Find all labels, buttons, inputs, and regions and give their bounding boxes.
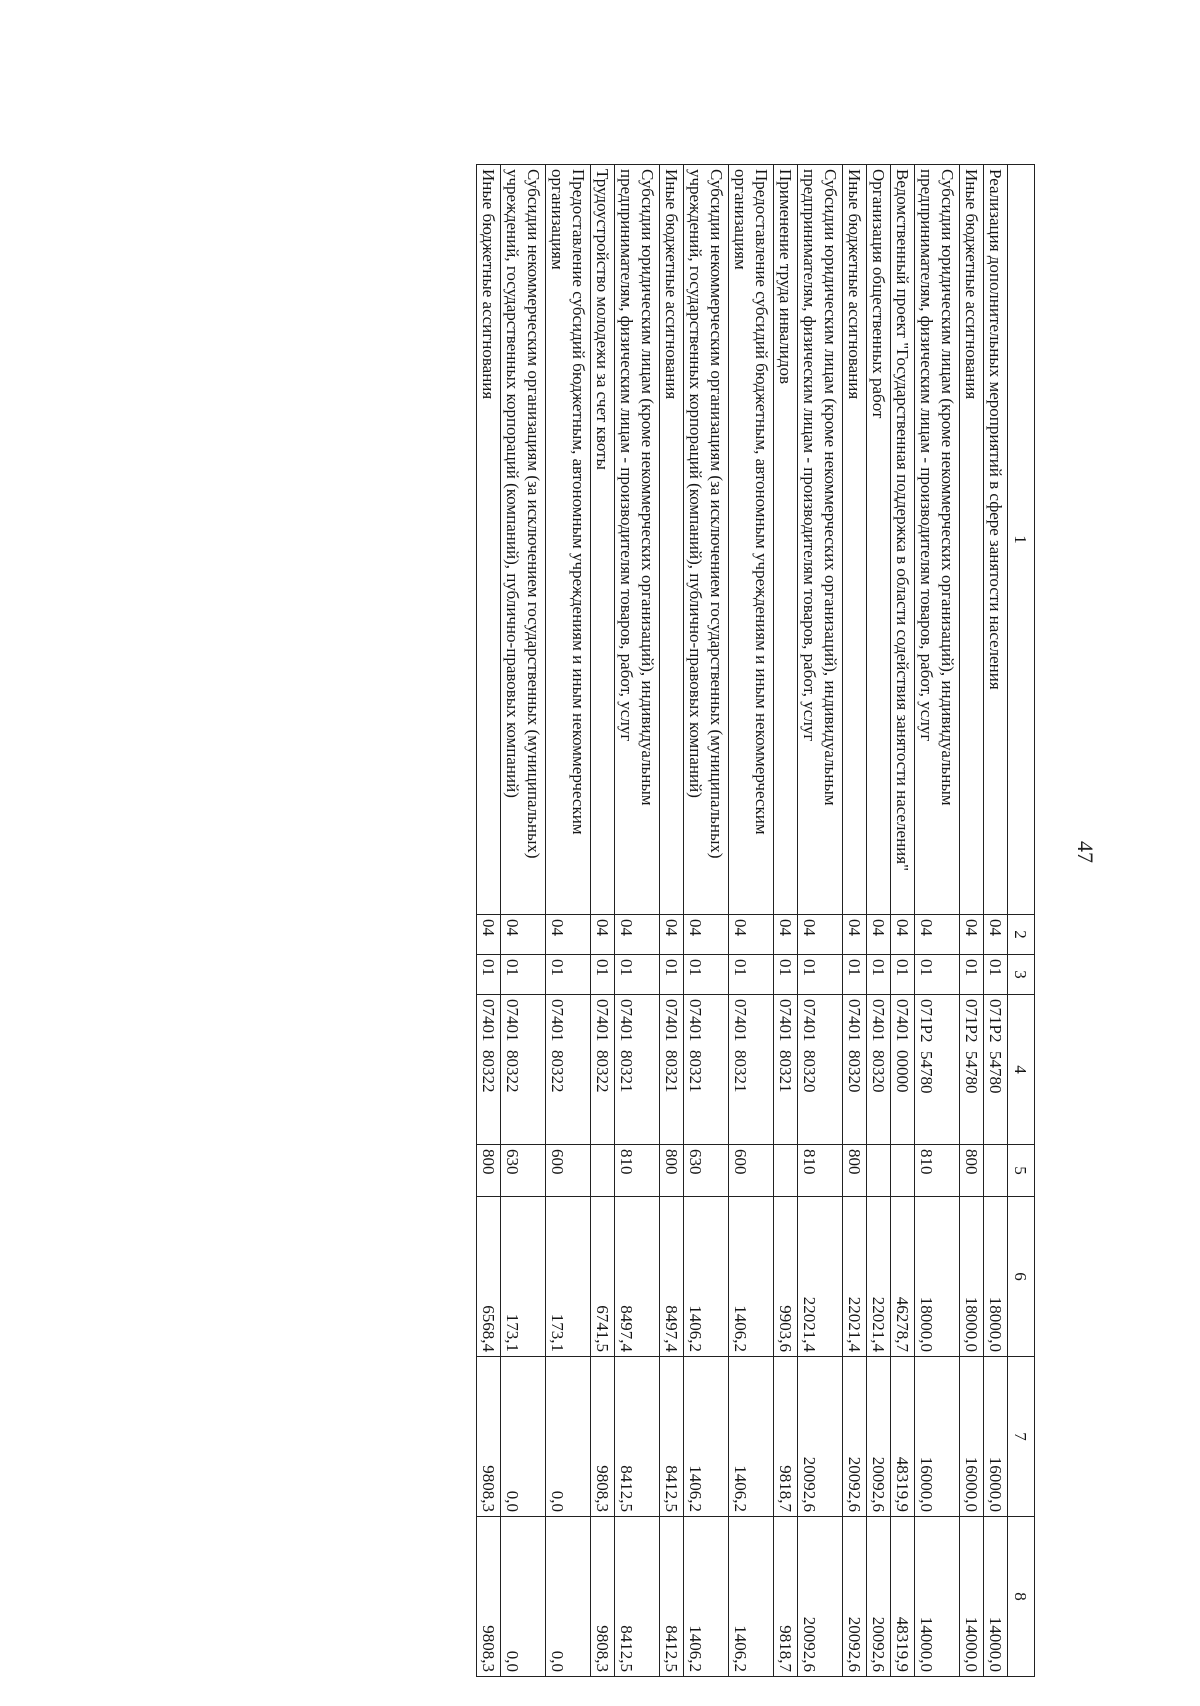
row-name-cell: Субсидии некоммерческим организациям (за исключением государственных (муниципальных) учреждений, государственных корпораций (компаний), публично-правовых компаний): [501, 165, 546, 915]
subsection-code-cell: 01: [729, 955, 774, 995]
table-row: [774, 165, 798, 1677]
row-name-cell: Иные бюджетные ассигнования: [477, 165, 501, 915]
amount-year3-cell: 14000,0: [915, 1517, 960, 1677]
target-article-cell: 07401 80321: [660, 995, 684, 1145]
target-article-cell: 07401 80321: [684, 995, 729, 1145]
amount-year1-cell: 8497,4: [660, 1197, 684, 1357]
expense-type-cell: [984, 1145, 1008, 1197]
target-article-cell: 071P2 54780: [915, 995, 960, 1145]
amount-year3-cell: 9808,3: [477, 1517, 501, 1677]
subsection-code-cell: 01: [591, 955, 615, 995]
budget-table: [476, 164, 1035, 1677]
amount-year2-cell: 20092,6: [798, 1357, 843, 1517]
amount-year1-cell: 173,1: [546, 1197, 591, 1357]
subsection-code-cell: 01: [477, 955, 501, 995]
table-row: [591, 165, 615, 1677]
subsection-code-cell: 01: [660, 955, 684, 995]
section-code-cell: 04: [891, 915, 915, 955]
target-article-cell: 07401 80320: [798, 995, 843, 1145]
amount-year1-cell: 18000,0: [960, 1197, 984, 1357]
subsection-code-cell: 01: [960, 955, 984, 995]
amount-year3-cell: 9818,7: [774, 1517, 798, 1677]
row-name-cell: Предоставление субсидий бюджетным, автономным учреждениям и иным некоммерческим организациям: [546, 165, 591, 915]
row-name-cell: Предоставление субсидий бюджетным, автономным учреждениям и иным некоммерческим организациям: [729, 165, 774, 915]
amount-year3-cell: 0,0: [501, 1517, 546, 1677]
amount-year2-cell: 8412,5: [615, 1357, 660, 1517]
section-code-cell: 04: [774, 915, 798, 955]
row-name-cell: Ведомственный проект "Государственная поддержка в области содействия занятости населения": [891, 165, 915, 915]
amount-year3-cell: 0,0: [546, 1517, 591, 1677]
row-name-cell: Организация общественных работ: [867, 165, 891, 915]
table-row: [867, 165, 891, 1677]
subsection-code-cell: 01: [798, 955, 843, 995]
amount-year1-cell: 9903,6: [774, 1197, 798, 1357]
header-cell: 2: [1008, 915, 1035, 955]
subsection-code-cell: 01: [984, 955, 1008, 995]
table-row: [546, 165, 591, 1677]
amount-year2-cell: 0,0: [546, 1357, 591, 1517]
row-name-cell: Иные бюджетные ассигнования: [843, 165, 867, 915]
section-code-cell: 04: [591, 915, 615, 955]
section-code-cell: 04: [984, 915, 1008, 955]
amount-year1-cell: 46278,7: [891, 1197, 915, 1357]
amount-year2-cell: 48319,9: [891, 1357, 915, 1517]
section-code-cell: 04: [843, 915, 867, 955]
amount-year3-cell: 20092,6: [867, 1517, 891, 1677]
header-cell: 7: [1008, 1357, 1035, 1517]
amount-year1-cell: 1406,2: [684, 1197, 729, 1357]
row-name-cell: Субсидии юридическим лицам (кроме некоммерческих организаций), индивидуальным предпринимателям, физическим лицам - производителям товаров, работ, услуг: [798, 165, 843, 915]
amount-year2-cell: 8412,5: [660, 1357, 684, 1517]
row-name-cell: Трудоустройство молодежи за счет квоты: [591, 165, 615, 915]
section-code-cell: 04: [660, 915, 684, 955]
table-row: [501, 165, 546, 1677]
table-row: [477, 165, 501, 1677]
amount-year3-cell: 20092,6: [843, 1517, 867, 1677]
expense-type-cell: 800: [477, 1145, 501, 1197]
expense-type-cell: 600: [546, 1145, 591, 1197]
expense-type-cell: 810: [915, 1145, 960, 1197]
header-cell: 5: [1008, 1145, 1035, 1197]
target-article-cell: 07401 80320: [843, 995, 867, 1145]
table-row: [684, 165, 729, 1677]
section-code-cell: 04: [867, 915, 891, 955]
amount-year3-cell: 20092,6: [798, 1517, 843, 1677]
amount-year2-cell: 16000,0: [915, 1357, 960, 1517]
page-number: 47: [1073, 841, 1098, 863]
subsection-code-cell: 01: [546, 955, 591, 995]
amount-year1-cell: 173,1: [501, 1197, 546, 1357]
expense-type-cell: 800: [660, 1145, 684, 1197]
section-code-cell: 04: [615, 915, 660, 955]
target-article-cell: 07401 80321: [729, 995, 774, 1145]
expense-type-cell: 800: [960, 1145, 984, 1197]
target-article-cell: 071P2 54780: [960, 995, 984, 1145]
target-article-cell: 07401 80322: [546, 995, 591, 1145]
amount-year3-cell: 14000,0: [984, 1517, 1008, 1677]
table-row: [660, 165, 684, 1677]
subsection-code-cell: 01: [684, 955, 729, 995]
section-code-cell: 04: [960, 915, 984, 955]
expense-type-cell: [591, 1145, 615, 1197]
table-row: [798, 165, 843, 1677]
amount-year3-cell: 48319,9: [891, 1517, 915, 1677]
amount-year1-cell: 6568,4: [477, 1197, 501, 1357]
section-code-cell: 04: [477, 915, 501, 955]
table-row: [915, 165, 960, 1677]
subsection-code-cell: 01: [843, 955, 867, 995]
target-article-cell: 07401 80322: [591, 995, 615, 1145]
amount-year2-cell: 20092,6: [843, 1357, 867, 1517]
expense-type-cell: [774, 1145, 798, 1197]
row-name-cell: Субсидии некоммерческим организациям (за исключением государственных (муниципальных) учреждений, государственных корпораций (компаний), публично-правовых компаний): [684, 165, 729, 915]
expense-type-cell: 630: [501, 1145, 546, 1197]
expense-type-cell: [867, 1145, 891, 1197]
amount-year3-cell: 1406,2: [684, 1517, 729, 1677]
amount-year2-cell: 9818,7: [774, 1357, 798, 1517]
section-code-cell: 04: [501, 915, 546, 955]
header-cell: 6: [1008, 1197, 1035, 1357]
row-name-cell: Субсидии юридическим лицам (кроме некоммерческих организаций), индивидуальным предпринимателям, физическим лицам - производителям товаров, работ, услуг: [915, 165, 960, 915]
target-article-cell: 071P2 54780: [984, 995, 1008, 1145]
amount-year3-cell: 14000,0: [960, 1517, 984, 1677]
amount-year2-cell: 9808,3: [591, 1357, 615, 1517]
subsection-code-cell: 01: [501, 955, 546, 995]
amount-year1-cell: 18000,0: [915, 1197, 960, 1357]
header-cell: 3: [1008, 955, 1035, 995]
amount-year2-cell: 1406,2: [729, 1357, 774, 1517]
target-article-cell: 07401 80321: [615, 995, 660, 1145]
amount-year1-cell: 22021,4: [867, 1197, 891, 1357]
amount-year1-cell: 6741,5: [591, 1197, 615, 1357]
expense-type-cell: 800: [843, 1145, 867, 1197]
subsection-code-cell: 01: [615, 955, 660, 995]
header-cell: 1: [1008, 165, 1035, 915]
header-cell: 8: [1008, 1517, 1035, 1677]
amount-year3-cell: 8412,5: [660, 1517, 684, 1677]
section-code-cell: 04: [798, 915, 843, 955]
subsection-code-cell: 01: [867, 955, 891, 995]
subsection-code-cell: 01: [891, 955, 915, 995]
row-name-cell: Реализация дополнительных мероприятий в сфере занятости населения: [984, 165, 1008, 915]
table-body: [477, 165, 1008, 1677]
row-name-cell: Иные бюджетные ассигнования: [660, 165, 684, 915]
row-name-cell: Применение труда инвалидов: [774, 165, 798, 915]
row-name-cell: Субсидии юридическим лицам (кроме некоммерческих организаций), индивидуальным предпринимателям, физическим лицам - производителям товаров, работ, услуг: [615, 165, 660, 915]
expense-type-cell: 630: [684, 1145, 729, 1197]
table-row: [843, 165, 867, 1677]
expense-type-cell: 810: [615, 1145, 660, 1197]
amount-year2-cell: 16000,0: [984, 1357, 1008, 1517]
subsection-code-cell: 01: [915, 955, 960, 995]
row-name-cell: Иные бюджетные ассигнования: [960, 165, 984, 915]
header-cell: 4: [1008, 995, 1035, 1145]
subsection-code-cell: 01: [774, 955, 798, 995]
amount-year2-cell: 0,0: [501, 1357, 546, 1517]
amount-year2-cell: 9808,3: [477, 1357, 501, 1517]
target-article-cell: 07401 80322: [477, 995, 501, 1145]
amount-year3-cell: 9808,3: [591, 1517, 615, 1677]
expense-type-cell: 600: [729, 1145, 774, 1197]
target-article-cell: 07401 80320: [867, 995, 891, 1145]
section-code-cell: 04: [915, 915, 960, 955]
header-row: [1008, 165, 1035, 1677]
expense-type-cell: [891, 1145, 915, 1197]
section-code-cell: 04: [729, 915, 774, 955]
amount-year1-cell: 18000,0: [984, 1197, 1008, 1357]
amount-year1-cell: 22021,4: [843, 1197, 867, 1357]
amount-year3-cell: 8412,5: [615, 1517, 660, 1677]
section-code-cell: 04: [546, 915, 591, 955]
target-article-cell: 07401 00000: [891, 995, 915, 1145]
table-row: [729, 165, 774, 1677]
amount-year2-cell: 16000,0: [960, 1357, 984, 1517]
table-row: [960, 165, 984, 1677]
target-article-cell: 07401 80321: [774, 995, 798, 1145]
table-row: [891, 165, 915, 1677]
budget-table-container: [105, 164, 1035, 1676]
section-code-cell: 04: [684, 915, 729, 955]
target-article-cell: 07401 80322: [501, 995, 546, 1145]
amount-year1-cell: 1406,2: [729, 1197, 774, 1357]
expense-type-cell: 810: [798, 1145, 843, 1197]
amount-year3-cell: 1406,2: [729, 1517, 774, 1677]
amount-year1-cell: 22021,4: [798, 1197, 843, 1357]
amount-year2-cell: 1406,2: [684, 1357, 729, 1517]
amount-year2-cell: 20092,6: [867, 1357, 891, 1517]
amount-year1-cell: 8497,4: [615, 1197, 660, 1357]
table-row: [984, 165, 1008, 1677]
table-row: [615, 165, 660, 1677]
